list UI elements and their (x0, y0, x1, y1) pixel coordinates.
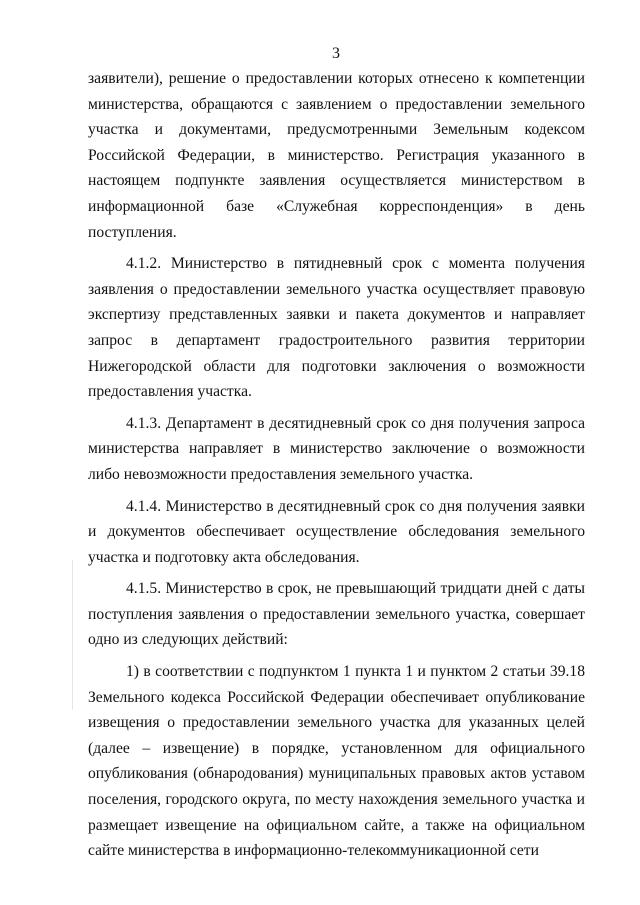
paragraph-continuation: заявители), решение о предоставлении которых отнесено к компетенции министерства, обращаются с заявлением о предоставлении земельного участка и документами, предусмотренными Земельным кодексом Российской Федерации, в министерство. Регистрация указанного в настоящем подпункте заявления осуществляется министерством в информационной базе «Служебная корреспонденция» в день поступления. (88, 70, 585, 241)
paragraph-4-1-3: 4.1.3. Департамент в десятидневный срок со дня получения запроса министерства направляет в министерство заключение о возможности либо невозможности предоставления земельного участка. (88, 414, 585, 483)
paragraph-4-1-4: 4.1.4. Министерство в десятидневный срок со дня получения заявки и документов обеспечивает осуществление обследования земельного участка и подготовку акта обследования. (88, 497, 585, 566)
scan-edge-mark (72, 560, 73, 710)
list-item-1: 1) в соответствии с подпунктом 1 пункта 1 и пунктом 2 статьи 39.18 Земельного кодекса Российской Федерации обеспечивает опубликование извещения о предоставлении земельного участка для указанных целей (далее – извещение) в порядке, установленном для официального опубликования (обнародования) муниципальных правовых актов уставом поселения, городского округа, по месту нахождения земельного участка и размещает извещение на официальном сайте, а также на официальном сайте министерства в информационно-телекоммуникационной сети (88, 663, 585, 860)
document-body (88, 66, 585, 864)
paragraph-4-1-2: 4.1.2. Министерство в пятидневный срок с момента получения заявления о предоставлении земельного участка осуществляет правовую экспертизу представленных заявки и пакета документов и направляет запрос в департамент градостроительного развития территории Нижегородской области для подготовки заключения о возможности предоставления участка. (88, 255, 585, 401)
paragraph-4-1-5: 4.1.5. Министерство в срок, не превышающий тридцати дней с даты поступления заявления о предоставлении земельного участка, совершает одно из следующих действий: (88, 580, 585, 649)
page-number: 3 (332, 45, 340, 62)
